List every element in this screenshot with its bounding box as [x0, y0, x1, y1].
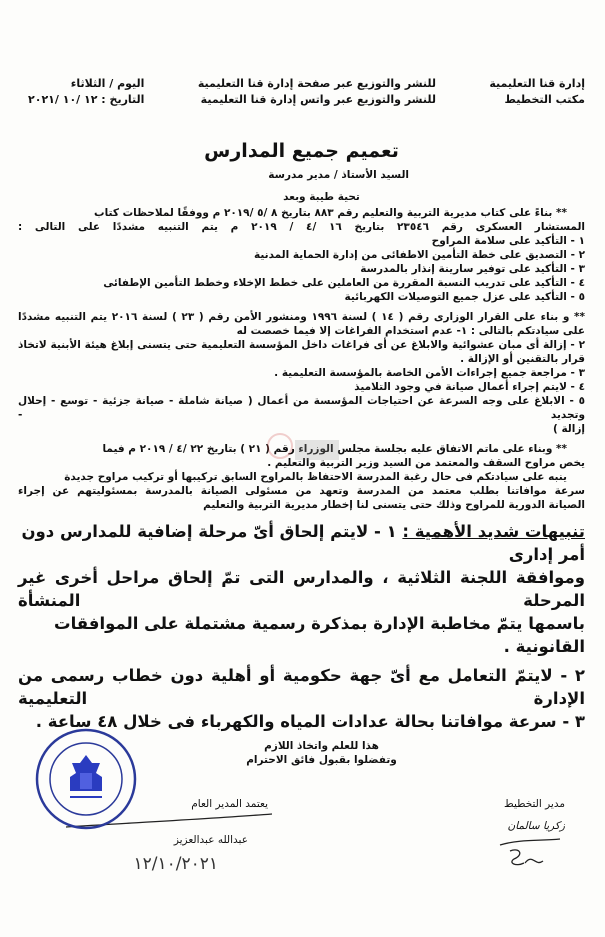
body-line: على سيادتكم بالتالى : ١- عدم استخدام الفراغات إلا فيما خصصت له: [236, 325, 585, 337]
important-line: باسمها يتمّ مخاطبة الإدارة بمذكرة رسمية مشتملة على الموافقات القانونية .: [53, 614, 585, 656]
body-line: ٥ - التأكيد على عزل جميع التوصيلات الكهربائية: [344, 291, 585, 303]
letterhead: [18, 76, 585, 108]
body-line: ٥ - الابلاغ على وجه السرعة عن احتياجات المؤسسة من أعمال ( صيانة شاملة - صيانة جزئية - توسع - إحلال وتجديد -: [18, 395, 585, 421]
planning-director-name: زكريا سالمان: [507, 820, 565, 832]
body-line: ينبه على سيادتكم فى حال رغبة المدرسة الاحتفاظ بالمراوح السابق تركيبها أو تركيب مراوح جديدة: [64, 471, 567, 483]
body-line: ٢ - إزالة أى مبان عشوائية والابلاغ عن أى فراغات داخل المؤسسة التعليمية حتى يتسنى إبلاغ هيئة الأبنية لاتخاذ: [18, 339, 585, 351]
header-publish-whatsapp: للنشر والتوزيع عبر واتس إدارة قنا التعليمية: [200, 93, 436, 106]
general-director-name: عبدالله عبدالعزيز: [173, 834, 248, 846]
planning-director-block: [415, 797, 585, 917]
handwritten-date: ١٢/١٠/٢٠٢١: [133, 854, 218, 874]
body-line: سرعة موافاتنا بطلب معتمد من المدرسة وتعهد من مسئولى الصيانة بالمدرسة بمسئوليتهم عن إجراء: [18, 485, 585, 497]
header-right: [489, 76, 585, 108]
signatures: [18, 797, 585, 917]
body-line: ٤ - التأكيد على تدريب النسبة المقررة من العاملين على خطط الإخلاء وخطط التأمين الإطفائى: [103, 277, 585, 289]
planning-director-signature: [495, 833, 565, 873]
body-line: ** وبناء على ماتم الاتفاق عليه بجلسة مجلس الوزراء رقم ( ٢١ ) بتاريخ ٢٢ /٤ / ٢٠١٩ م فيما: [102, 443, 567, 455]
body-line: ٤ - لايتم إجراء أعمال صيانة في وجود التلاميذ: [354, 381, 585, 393]
body-line: ٢ - التصديق على خطة التأمين الاطفائى من إدارة الحماية المدنية: [253, 249, 585, 261]
header-date: التاريخ : ١٢ /١٠ /٢٠٢١: [28, 93, 145, 106]
header-day: اليوم / الثلاثاء: [70, 77, 145, 90]
important-line: ١ - لايتم إلحاق أىّ مرحلة إضافية للمدارس دون أمر إدارى: [21, 522, 585, 564]
body-line: المستشار العسكرى رقم ٢٣٥٤٦ بتاريخ ١٦ /٤ / ٢٠١٩ م يتم التنبيه مشددًا على التالى :: [18, 221, 585, 233]
important-line: ٣ - سرعة موافاتنا بحالة عدادات المياه والكهرباء فى خلال ٤٨ ساعة .: [35, 712, 585, 731]
body-line: ١ - التأكيد على سلامة المراوح: [431, 235, 585, 247]
body-line: إزالة ): [552, 423, 585, 435]
general-director-title: يعتمد المدير العام: [191, 798, 268, 810]
body-line: الصيانة الدورية للمراوح وذلك حتى يتسنى لنا إخطار مديرية التربية والتعليم: [203, 499, 585, 511]
header-office: مكتب التخطيط: [504, 93, 585, 106]
body-line: ** و بناء على القرار الوزارى رقم ( ١٤ ) لسنة ١٩٩٦ ومنشور الأمن رقم ( ٢٣ ) لسنة ٢٠١٦ يتم التنبيه مشددًا: [18, 311, 585, 323]
body-line: ٣ - التأكيد على توفير سارينة إنذار بالمدرسة: [360, 263, 585, 275]
body-line: ٣ - مراجعة جميع إجراءات الأمن الخاصة بالمؤسسة التعليمية .: [274, 367, 585, 379]
body-line: يخص مراوح السقف والمعتمد من السيد وزير التربية والتعليم .: [267, 457, 585, 469]
addressee: السيد الأستاذ / مدير مدرسة: [268, 169, 409, 181]
important-line: وموافقة اللجنة الثلاثية ، والمدارس التى تمّ إلحاق مراحل أخرى غير المرحلة المنشأة: [18, 568, 585, 610]
planning-director-title: مدير التخطيط: [503, 798, 565, 810]
official-stamp: [34, 727, 138, 831]
important-notices: [18, 520, 585, 733]
closing-line: هذا للعلم واتخاذ اللازم: [264, 740, 379, 752]
header-center: [198, 76, 436, 108]
body-line: ** بناءً على كتاب مديرية التربية والتعليم رقم ٨٨٣ بتاريخ ٨ /٥ /٢٠١٩ م ووفقًا لملاحظات كتاب: [94, 207, 567, 219]
page-title: تعميم جميع المدارس: [204, 140, 399, 162]
header-dept: إدارة قنا التعليمية: [489, 77, 585, 90]
greeting: تحية طيبة وبعد: [283, 191, 360, 203]
watermark-logo: [255, 430, 345, 470]
body-line: قرار بالتقنين أو الإزالة .: [460, 353, 585, 365]
important-line: ٢ - لايتمّ التعامل مع أىّ جهة حكومية أو أهلية دون خطاب رسمى من الإدارة التعليمية: [18, 666, 585, 708]
header-left: [18, 76, 144, 108]
header-publish-page: للنشر والتوزيع عبر صفحة إدارة قنا التعليمية: [197, 77, 436, 90]
important-heading: تنبيهات شديد الأهمية :: [402, 522, 585, 541]
closing-line: وتفضلوا بقبول فائق الاحترام: [246, 754, 397, 766]
